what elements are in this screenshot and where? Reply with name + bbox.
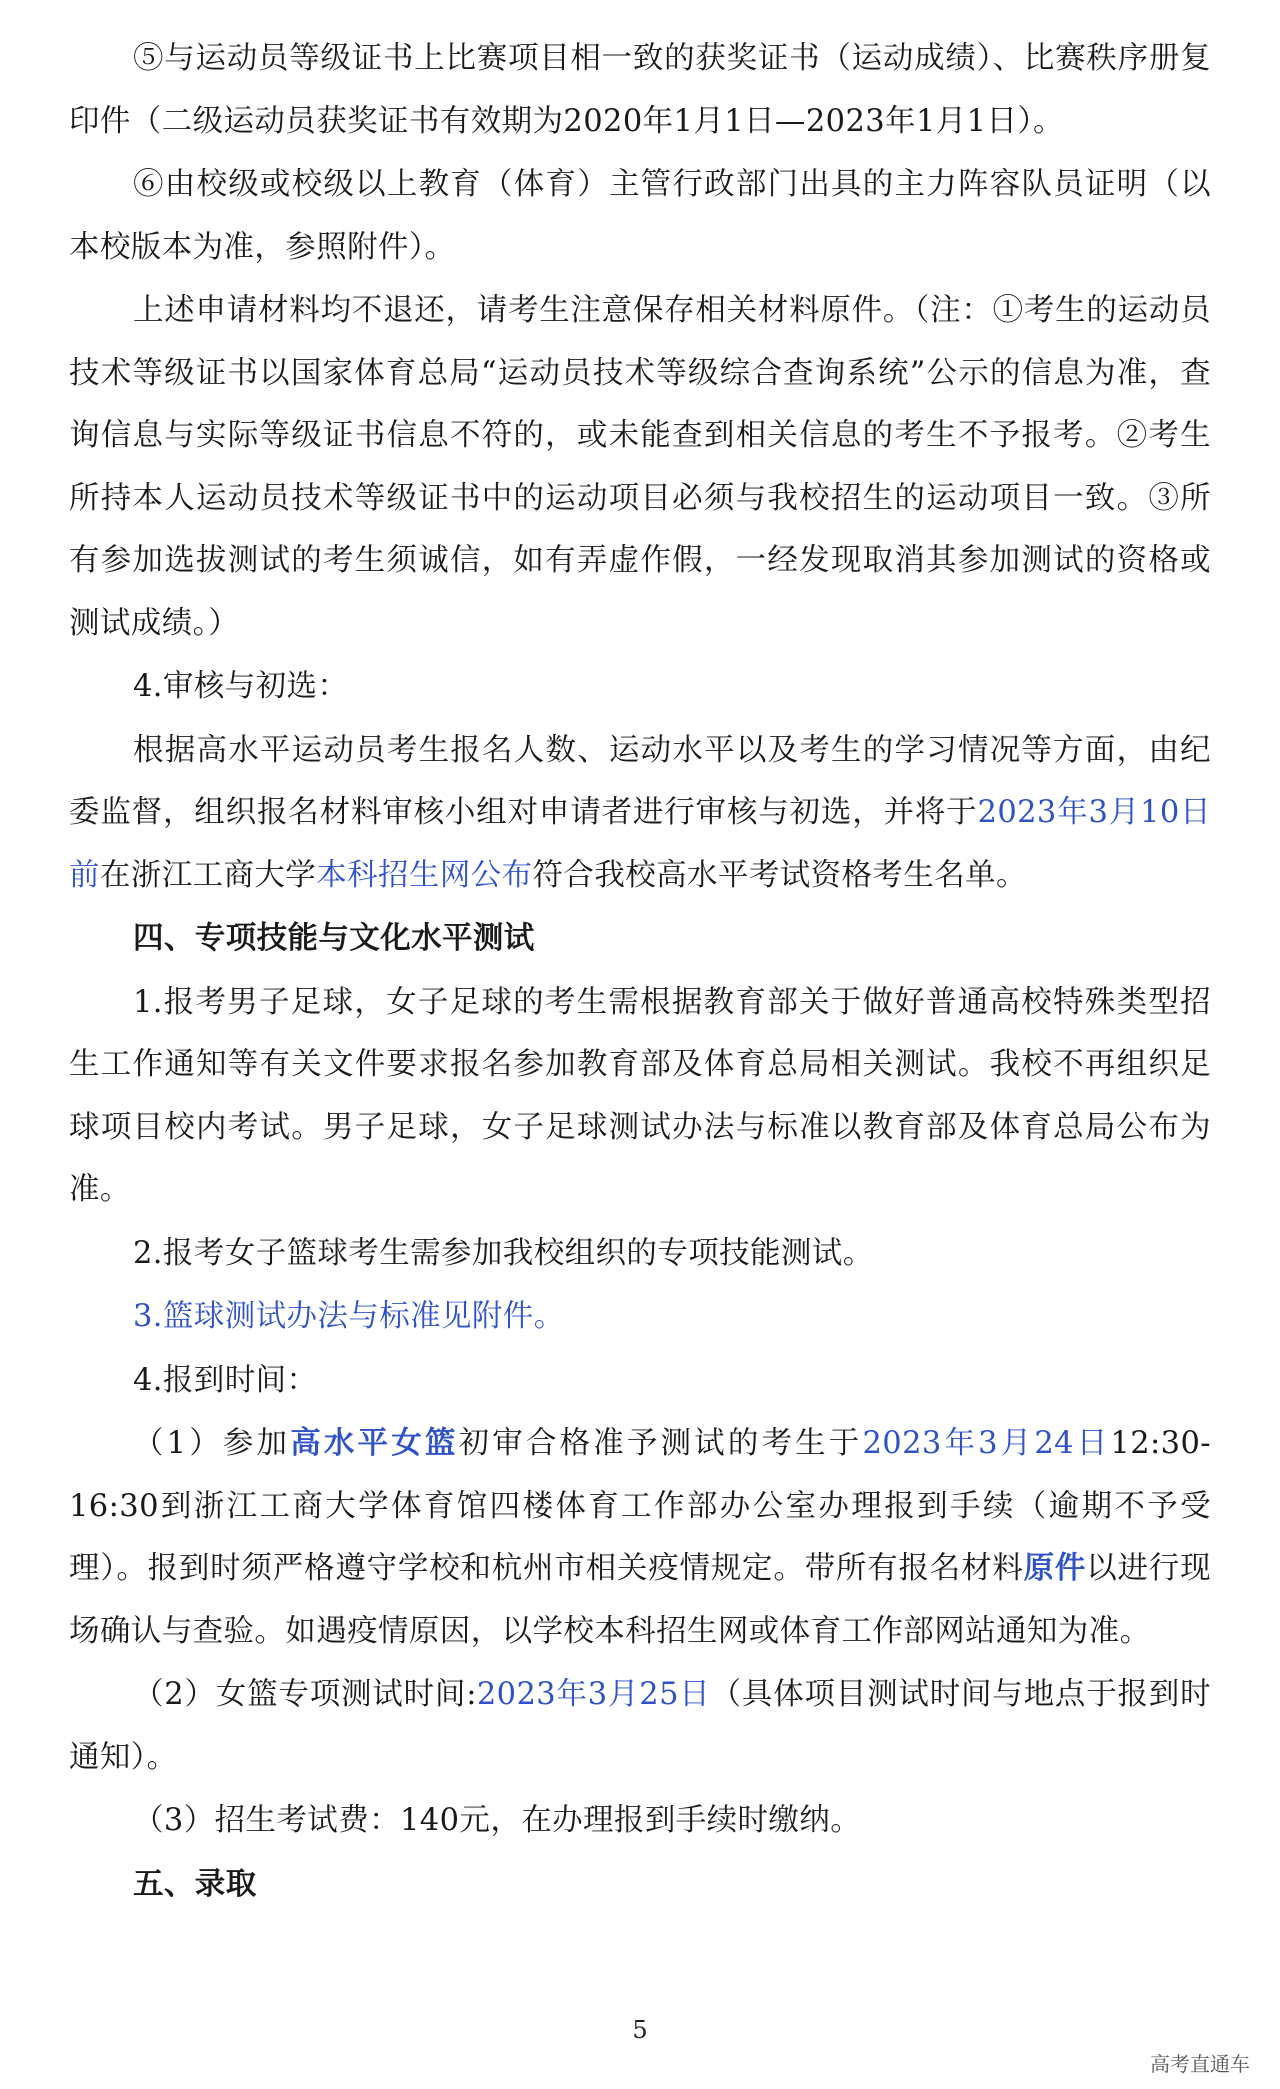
paragraph-exam-fee: （3）招生考试费：140元，在办理报到手续时缴纳。 [133, 1803, 862, 1838]
paragraph-football: 1.报考男子足球，女子足球的考生需根据教育部关于做好普通高校特殊类型招生工作通知等有关文件要求报名参加教育部及体育总局相关测试。我校不再组织足球项目校内考试。男子足球，女子足球测试办法与标准以教育部及体育总局公布为准。 [69, 984, 1211, 1207]
section-review-title: 4.审核与初选： [133, 669, 349, 704]
paragraph-item-5: ⑤与运动员等级证书上比赛项目相一致的获奖证书（运动成绩）、比赛秩序册复印件（二级运动员获奖证书有效期为2020年1月1日—2023年1月1日）。 [69, 41, 1211, 139]
registration-text: 初审合格准予测试的考生于 [458, 1426, 863, 1461]
womens-basketball-link[interactable]: 高水平女篮 [290, 1426, 459, 1461]
document-page [69, 28, 1211, 1916]
registration-date: 2023年3月24日 [862, 1426, 1111, 1461]
review-text: 根据高水平运动员考生报名人数、运动水平以及考生的学习情况等方面，由纪委监督，组织报名材料审核小组对申请者进行审核与初选，并将于 [69, 732, 1211, 830]
test-date: 2023年3月25日 [476, 1677, 711, 1712]
watermark-text: 高考直通车 [1150, 2052, 1250, 2076]
paragraph-test-time [69, 1664, 1211, 1789]
review-result: 符合我校高水平考试资格考生名单。 [532, 857, 1027, 893]
registration-details: 12:30-16:30到浙江工商大学体育馆四楼体育工作部办公室办理报到手续（逾期不予受理）。报到时须严格遵守学校和杭州市相关疫情规定。带所有报名材料 [69, 1426, 1211, 1586]
paragraph-item-6: ⑥由校级或校级以上教育（体育）主管行政部门出具的主力阵容队员证明（以本校版本为准，参照附件）。 [69, 167, 1211, 265]
paragraph-basketball-test: 2.报考女子篮球考生需参加我校组织的专项技能测试。 [133, 1235, 874, 1271]
review-university: 在浙江工商大学 [99, 857, 317, 893]
review-deadline: 2023年3月10日前 [69, 795, 1211, 893]
section-heading-4: 四、专项技能与文化水平测试 [133, 921, 535, 956]
section-heading-5: 五、录取 [133, 1866, 257, 1902]
paragraph-registration [69, 1413, 1211, 1663]
test-time-label: （2）女篮专项测试时间: [133, 1677, 477, 1712]
registration-tail: 以进行现场确认与查验。如遇疫情原因，以学校本科招生网或体育工作部网站通知为准。 [69, 1551, 1211, 1649]
basketball-standard-link[interactable]: 3.篮球测试办法与标准见附件。 [133, 1299, 565, 1334]
section-registration-time: 4.报到时间： [133, 1362, 318, 1398]
registration-prefix: （1）参加 [133, 1426, 291, 1461]
original-documents-link[interactable]: 原件 [1023, 1551, 1087, 1586]
page-number: 5 [632, 2016, 648, 2044]
paragraph-review [69, 720, 1211, 908]
admissions-site-link[interactable]: 本科招生网公布 [316, 857, 533, 893]
test-time-note: （具体项目测试时间与地点于报到时通知）。 [69, 1677, 1211, 1775]
paragraph-materials-note: 上述申请材料均不退还，请考生注意保存相关材料原件。（注：①考生的运动员技术等级证书以国家体育总局“运动员技术等级综合查询系统”公示的信息为准，查询信息与实际等级证书信息不符的，或未能查到相关信息的考生不予报考。②考生所持本人运动员技术等级证书中的运动项目必须与我校招生的运动项目一致。③所有参加选拔测试的考生须诚信，如有弄虚作假，一经发现取消其参加测试的资格或测试成绩。） [69, 293, 1211, 641]
